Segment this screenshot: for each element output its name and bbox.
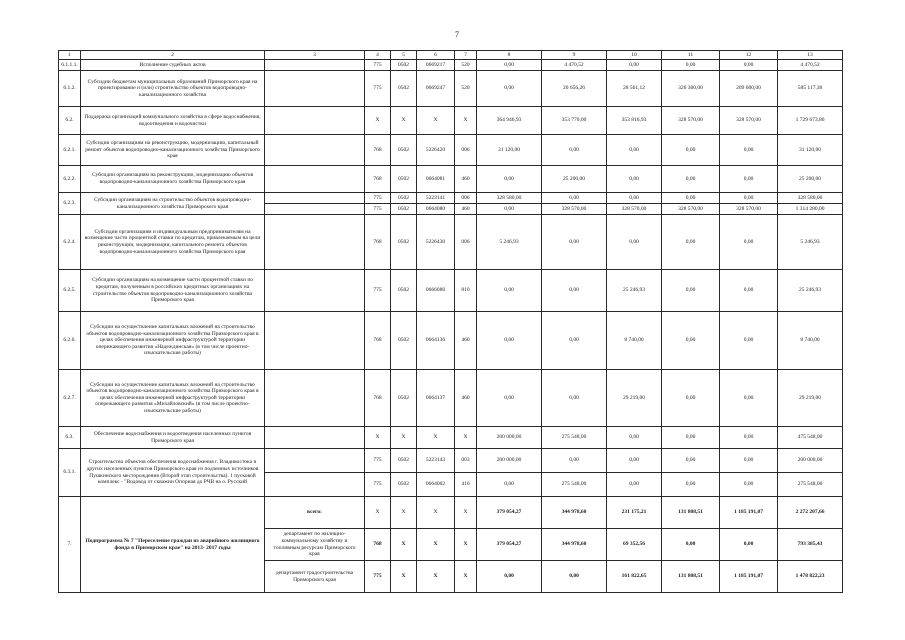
- table-cell: 0,00: [477, 473, 542, 497]
- table-cell: 0,00: [662, 193, 720, 204]
- table-cell: 1 185 191,07: [720, 561, 778, 593]
- table-cell: 0502: [391, 71, 417, 107]
- header-cell: 10: [607, 51, 662, 60]
- table-row: [59, 270, 843, 312]
- table-cell: [265, 166, 365, 193]
- table-cell: 0,00: [662, 312, 720, 370]
- table-cell: X: [417, 427, 455, 449]
- table-cell: 328 570,00: [542, 204, 607, 215]
- header-cell: 13: [778, 51, 843, 60]
- table-cell: 520: [455, 60, 477, 71]
- table-cell: 1 729 673,86: [778, 107, 843, 135]
- table-cell: X: [391, 529, 417, 561]
- table-cell: 003: [455, 449, 477, 473]
- table-cell: 0,00: [607, 215, 662, 270]
- table-cell: 2 272 207,66: [778, 497, 843, 529]
- table-cell: 768: [365, 135, 391, 166]
- header-cell: 8: [477, 51, 542, 60]
- table-cell: X: [455, 497, 477, 529]
- table-cell: 0502: [391, 473, 417, 497]
- header-cell: 7: [455, 51, 477, 60]
- table-cell: 768: [365, 215, 391, 270]
- table-cell: 6.2.1.: [59, 135, 81, 166]
- table-cell: 0669247: [417, 71, 455, 107]
- table-cell: [265, 215, 365, 270]
- table-cell: X: [365, 427, 391, 449]
- header-cell: 9: [542, 51, 607, 60]
- table-cell: 1 478 822,23: [778, 561, 843, 593]
- table-cell: 69 352,56: [607, 529, 662, 561]
- table-cell: всего:: [265, 497, 365, 529]
- table-cell: 28 561,12: [607, 71, 662, 107]
- table-cell: 379 054,27: [477, 497, 542, 529]
- table-cell: 6.1.2.: [59, 71, 81, 107]
- table-cell: 328 580,00: [778, 193, 843, 204]
- header-cell: 6: [417, 51, 455, 60]
- table-cell: 0,00: [607, 166, 662, 193]
- table-cell: 131 808,51: [662, 561, 720, 593]
- header-row: [59, 51, 843, 60]
- table-cell: X: [417, 497, 455, 529]
- table-cell: 768: [365, 529, 391, 561]
- table-cell: 768: [365, 370, 391, 427]
- table-row: [59, 107, 843, 135]
- header-cell: 2: [81, 51, 265, 60]
- table-cell: [265, 312, 365, 370]
- table-cell: 1 185 191,07: [720, 497, 778, 529]
- table-cell: 6.2.4.: [59, 215, 81, 270]
- table-cell: 006: [455, 193, 477, 204]
- table-row: [59, 449, 843, 473]
- header-cell: 11: [662, 51, 720, 60]
- table-cell: 585 117,38: [778, 71, 843, 107]
- table-cell: 209 600,00: [720, 71, 778, 107]
- table-cell: 810: [455, 270, 477, 312]
- table-cell: 231 175,21: [607, 497, 662, 529]
- table-row: [59, 71, 843, 107]
- table-cell: 8 740,00: [607, 312, 662, 370]
- table-cell: 328 570,00: [607, 204, 662, 215]
- table-row: [59, 497, 843, 529]
- table-cell: 328 570,00: [662, 107, 720, 135]
- table-cell: 0,00: [720, 215, 778, 270]
- table-cell: Строительство объектов обеспечения водоснабжения г. Владивостока и других населенных пунктов Приморского края из подземных источников Пушкинского месторождения (Второй этап строительства). 1 пусковой комплекс - "Водовод от скважин Опорная до РЧВ на о. Русский: [81, 449, 265, 497]
- table-cell: 6.2.: [59, 107, 81, 135]
- table-cell: 0,00: [720, 449, 778, 473]
- table-cell: 0502: [391, 166, 417, 193]
- table-cell: [265, 370, 365, 427]
- header-cell: 3: [265, 51, 365, 60]
- table-cell: Поддержка организаций коммунального хозяйства в сфере водоснабжения, водоотведения и водочистки: [81, 107, 265, 135]
- table-cell: 326 300,00: [662, 71, 720, 107]
- table-cell: 775: [365, 449, 391, 473]
- table-cell: 353 770,00: [542, 107, 607, 135]
- table-cell: X: [365, 497, 391, 529]
- table-cell: 0,00: [542, 561, 607, 593]
- table-cell: 0,00: [720, 270, 778, 312]
- table-cell: 0,00: [662, 449, 720, 473]
- table-cell: 25 200,00: [778, 166, 843, 193]
- table-cell: 0,00: [662, 427, 720, 449]
- table-cell: X: [455, 107, 477, 135]
- table-cell: 6.3.: [59, 427, 81, 449]
- header-cell: 12: [720, 51, 778, 60]
- table-cell: 0,00: [607, 427, 662, 449]
- table-cell: [265, 427, 365, 449]
- table-cell: 1 314 280,00: [778, 204, 843, 215]
- table-cell: 25 246,93: [607, 270, 662, 312]
- table-cell: 0,00: [720, 427, 778, 449]
- table-cell: [265, 60, 365, 71]
- table-cell: [265, 107, 365, 135]
- table-cell: 5223141: [417, 193, 455, 204]
- table-cell: 0,00: [477, 312, 542, 370]
- table-cell: 768: [365, 166, 391, 193]
- table-cell: 0664002: [417, 473, 455, 497]
- table-cell: 0,00: [607, 135, 662, 166]
- table-cell: 200 000,00: [778, 449, 843, 473]
- table-cell: 6.3.1.: [59, 449, 81, 497]
- table-cell: 0,00: [477, 370, 542, 427]
- table-cell: [265, 71, 365, 107]
- table-cell: 275 548,00: [542, 427, 607, 449]
- table-cell: 200 000,00: [477, 427, 542, 449]
- table-cell: 29 219,00: [607, 370, 662, 427]
- table-cell: 0,00: [720, 370, 778, 427]
- table-cell: Субсидии на осуществление капитальных вложений на строительство объектов водопроводно-канализационного хозяйства Приморского края в целях обеспечения инженерной инфраструктурой территории опережающего развития «Надеждинская» (в том числе проектно-изыскательские работы): [81, 312, 265, 370]
- table-cell: 0,00: [662, 215, 720, 270]
- table-cell: X: [417, 561, 455, 593]
- table-cell: 0,00: [662, 166, 720, 193]
- header-cell: 4: [365, 51, 391, 60]
- table-cell: 5 246,93: [477, 215, 542, 270]
- table-cell: 275 548,00: [778, 473, 843, 497]
- budget-table: [58, 50, 843, 593]
- table-cell: 0,00: [542, 449, 607, 473]
- table-cell: [265, 135, 365, 166]
- table-cell: 460: [455, 312, 477, 370]
- table-cell: 0502: [391, 193, 417, 204]
- table-cell: 0,00: [607, 473, 662, 497]
- table-cell: 31 120,00: [477, 135, 542, 166]
- table-cell: Субсидии организациям на возмещение части процентной ставки по кредитам, полученным в российских кредитных организациях на строительство объектов водопроводно-канализационного хозяйства Приморского края: [81, 270, 265, 312]
- table-cell: 0,00: [477, 60, 542, 71]
- table-cell: 0,00: [607, 449, 662, 473]
- page-number: 7: [455, 30, 459, 39]
- table-cell: 0664137: [417, 370, 455, 427]
- table-row: [59, 193, 843, 204]
- table-cell: 775: [365, 204, 391, 215]
- table-cell: X: [455, 561, 477, 593]
- table-cell: 0,00: [542, 312, 607, 370]
- table-cell: 0,00: [662, 529, 720, 561]
- table-cell: 0,00: [662, 370, 720, 427]
- table-cell: Субсидии на осуществление капитальных вложений на строительство объектов водопроводно-канализационного хозяйства Приморского края в целях обеспечения инженерной инфраструктурой территории опережающего развития «Михайловский» (в том числе проектно-изыскательские работы): [81, 370, 265, 427]
- table-cell: 0,00: [662, 473, 720, 497]
- table-cell: 0,00: [542, 270, 607, 312]
- table-cell: 31 120,00: [778, 135, 843, 166]
- table-cell: 328 570,00: [720, 107, 778, 135]
- table-cell: 0669217: [417, 60, 455, 71]
- table-cell: 25 246,93: [778, 270, 843, 312]
- table-cell: 0,00: [662, 270, 720, 312]
- table-cell: 0,00: [477, 166, 542, 193]
- table-cell: 6.1.1.1.: [59, 60, 81, 71]
- table-cell: X: [455, 427, 477, 449]
- table-cell: департамент по жилищно-коммунальному хозяйству и топливным ресурсам Приморского края: [265, 529, 365, 561]
- table-cell: 379 054,27: [477, 529, 542, 561]
- table-cell: Субсидии бюджетам муниципальных образований Приморского края на проектирование и (или) строительство объектов водопроводно-канализационного хозяйства: [81, 71, 265, 107]
- table-cell: X: [365, 107, 391, 135]
- table-cell: 0,00: [477, 71, 542, 107]
- table-cell: 0502: [391, 312, 417, 370]
- table-cell: 0,00: [477, 270, 542, 312]
- table-cell: 775: [365, 473, 391, 497]
- table-cell: 4 470,52: [778, 60, 843, 71]
- table-cell: 6.2.3.: [59, 193, 81, 215]
- table-cell: 0502: [391, 215, 417, 270]
- table-cell: 0,00: [477, 561, 542, 593]
- table-cell: 0,00: [542, 370, 607, 427]
- header-cell: 5: [391, 51, 417, 60]
- table-cell: 775: [365, 60, 391, 71]
- table-cell: 0,00: [662, 60, 720, 71]
- table-row: [59, 427, 843, 449]
- table-cell: 0664136: [417, 312, 455, 370]
- table-cell: 6.2.6.: [59, 312, 81, 370]
- table-cell: 0,00: [720, 529, 778, 561]
- table-cell: 0502: [391, 370, 417, 427]
- table-cell: X: [391, 107, 417, 135]
- table-cell: 0,00: [720, 135, 778, 166]
- table-cell: Обеспечение водоснабжения и водоотведения населенных пунктов Приморского края: [81, 427, 265, 449]
- table-cell: 775: [365, 71, 391, 107]
- table-cell: 5 246,93: [778, 215, 843, 270]
- table-cell: 344 978,60: [542, 529, 607, 561]
- table-cell: 0,00: [720, 166, 778, 193]
- table-cell: 5223143: [417, 449, 455, 473]
- table-cell: 200 000,00: [477, 449, 542, 473]
- table-cell: Субсидии организациям на реконструкцию, модернизацию, капитальный ремонт объектов водопроводно-канализационного хозяйства Приморского края: [81, 135, 265, 166]
- table-cell: 0,00: [607, 193, 662, 204]
- table-cell: [265, 193, 365, 204]
- table-cell: Исполнение судебных актов: [81, 60, 265, 71]
- table-cell: 0,00: [542, 193, 607, 204]
- table-cell: 344 978,60: [542, 497, 607, 529]
- table-cell: 460: [455, 204, 477, 215]
- table-cell: 0,00: [542, 215, 607, 270]
- table-cell: 0,00: [607, 60, 662, 71]
- table-cell: 0,00: [662, 135, 720, 166]
- table-cell: 0502: [391, 135, 417, 166]
- table-cell: [265, 270, 365, 312]
- table-cell: 0502: [391, 60, 417, 71]
- table-cell: 410: [455, 473, 477, 497]
- table-cell: 460: [455, 370, 477, 427]
- table-row: [59, 60, 843, 71]
- table-cell: 520: [455, 71, 477, 107]
- table-cell: 768: [365, 312, 391, 370]
- table-row: [59, 370, 843, 427]
- table-cell: 775: [365, 270, 391, 312]
- table-row: [59, 166, 843, 193]
- table-cell: 6.2.7.: [59, 370, 81, 427]
- table-cell: [265, 204, 365, 215]
- table-cell: 0,00: [720, 312, 778, 370]
- table-cell: X: [391, 561, 417, 593]
- table-cell: 0,00: [720, 473, 778, 497]
- table-cell: 0,00: [542, 135, 607, 166]
- table-cell: 0502: [391, 204, 417, 215]
- table-cell: 0,00: [477, 204, 542, 215]
- table-cell: Подпрограмма № 7 "Переселение граждан из аварийного жилищного фонда в Приморском крае" на 2013- 2017 годы: [81, 497, 265, 593]
- table-cell: 793 385,43: [778, 529, 843, 561]
- table-cell: 006: [455, 215, 477, 270]
- table-cell: 0664080: [417, 204, 455, 215]
- table-cell: 0,00: [720, 60, 778, 71]
- table-cell: 328 570,00: [662, 204, 720, 215]
- table-row: [59, 215, 843, 270]
- table-cell: 0502: [391, 270, 417, 312]
- table-cell: 6.2.2.: [59, 166, 81, 193]
- table-cell: X: [391, 497, 417, 529]
- table-cell: Субсидии организациям на реконструкцию, модернизацию объектов водопроводно-канализационного хозяйства Приморского края: [81, 166, 265, 193]
- table-cell: 328 580,00: [477, 193, 542, 204]
- table-cell: 7.: [59, 497, 81, 593]
- table-cell: 29 219,00: [778, 370, 843, 427]
- table-cell: 0666080: [417, 270, 455, 312]
- table-cell: 8 740,00: [778, 312, 843, 370]
- table-cell: [265, 473, 365, 497]
- table-cell: 161 822,65: [607, 561, 662, 593]
- table-cell: 6.2.5.: [59, 270, 81, 312]
- table-cell: 460: [455, 166, 477, 193]
- table-cell: X: [417, 529, 455, 561]
- table-cell: 0502: [391, 449, 417, 473]
- table-cell: Субсидии организациям и индивидуальным предпринимателям на возмещение части процентной ставки по кредитам, привлекаемым на цели реконструкции, модернизации, капитального ремонта объектов водопроводно-канализационного хозяйства Приморского края: [81, 215, 265, 270]
- table-cell: 131 808,51: [662, 497, 720, 529]
- table-cell: 353 816,93: [607, 107, 662, 135]
- table-cell: X: [417, 107, 455, 135]
- table-cell: Субсидии организациям на строительство объектов водопроводно-канализационного хозяйства Приморского края: [81, 193, 265, 215]
- table-cell: 328 570,00: [720, 204, 778, 215]
- table-cell: X: [455, 529, 477, 561]
- table-row: [59, 312, 843, 370]
- table-cell: 0664081: [417, 166, 455, 193]
- table-row: [59, 135, 843, 166]
- table-cell: 364 946,93: [477, 107, 542, 135]
- table-cell: департамент градостроительства Приморского края: [265, 561, 365, 593]
- table-cell: 5226430: [417, 215, 455, 270]
- table-cell: 475 548,00: [778, 427, 843, 449]
- table-cell: 775: [365, 561, 391, 593]
- table-cell: 20 656,26: [542, 71, 607, 107]
- table-cell: 775: [365, 193, 391, 204]
- header-cell: 1: [59, 51, 81, 60]
- table-cell: 006: [455, 135, 477, 166]
- table-cell: X: [391, 427, 417, 449]
- table-cell: 25 200,00: [542, 166, 607, 193]
- table-cell: 0,00: [720, 193, 778, 204]
- table-cell: 5226420: [417, 135, 455, 166]
- table-cell: 275 548,00: [542, 473, 607, 497]
- table-cell: [265, 449, 365, 473]
- table-cell: 4 470,52: [542, 60, 607, 71]
